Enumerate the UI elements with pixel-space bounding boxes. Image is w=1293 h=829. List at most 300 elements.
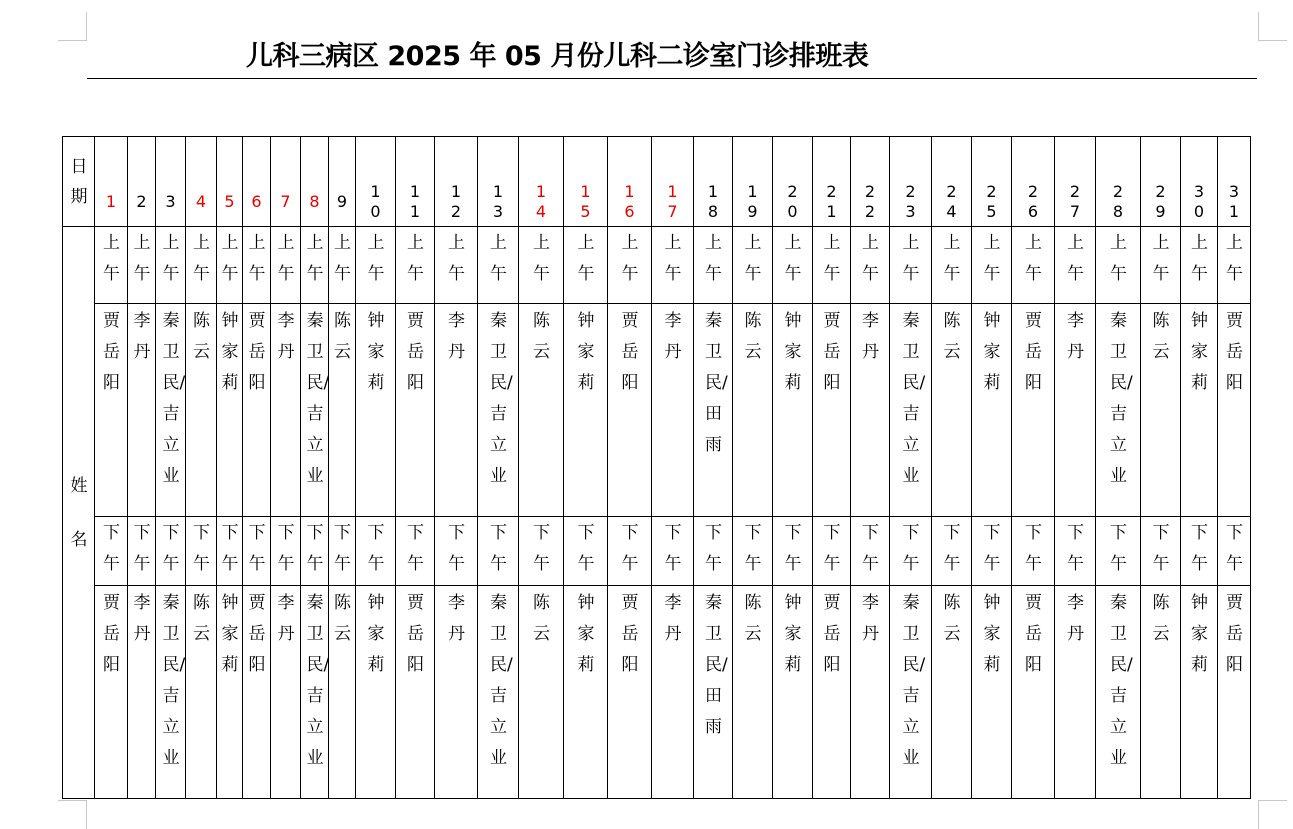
pm-label-20: 下午 (784, 523, 802, 574)
date-18: 18 (707, 181, 719, 221)
pm-doctor-28-cell (1096, 586, 1141, 799)
pm-doctor-12: 李丹 (448, 593, 465, 644)
pm-label-23: 下午 (902, 523, 920, 574)
pm-label-1: 下午 (103, 523, 120, 574)
date-5-cell (217, 137, 243, 227)
am-label-11: 上午 (407, 233, 424, 284)
name-label-cell (63, 227, 95, 799)
am-label-9-cell (329, 227, 356, 304)
pm-label-5-cell (217, 517, 243, 586)
pm-doctor-25-cell (972, 586, 1012, 799)
pm-doctor-30: 钟家莉 (1191, 593, 1208, 675)
pm-doctor-31-cell (1218, 586, 1251, 799)
pm-doctor-9-cell (329, 586, 356, 799)
date-5: 5 (224, 191, 235, 211)
am-doctor-1-cell (95, 304, 128, 517)
am-doctor-16: 贾岳阳 (621, 311, 639, 393)
date-18-cell (694, 137, 733, 227)
date-7-cell (271, 137, 301, 227)
crop-mark-bottom-right (1258, 800, 1287, 829)
am-label-11-cell (396, 227, 435, 304)
am-doctor-30-cell (1181, 304, 1218, 517)
pm-label-26-cell (1012, 517, 1055, 586)
am-label-15-cell (564, 227, 608, 304)
am-doctor-11-cell (396, 304, 435, 517)
pm-doctor-23-cell (890, 586, 932, 799)
pm-label-4-cell (186, 517, 217, 586)
pm-doctor-14: 陈云 (533, 593, 550, 644)
am-label-23: 上午 (902, 233, 920, 284)
pm-label-24-cell (932, 517, 972, 586)
am-doctor-26-cell (1012, 304, 1055, 517)
pm-doctor-29: 陈云 (1152, 593, 1170, 644)
am-doctor-17: 李丹 (664, 311, 682, 362)
am-label-14: 上午 (533, 233, 550, 284)
am-doctor-6-cell (243, 304, 271, 517)
date-25: 25 (986, 181, 997, 221)
pm-label-7: 下午 (277, 523, 295, 574)
pm-doctor-24-cell (932, 586, 972, 799)
pm-label-13: 下午 (490, 523, 507, 574)
pm-label-10: 下午 (367, 523, 385, 574)
am-doctor-14-cell (519, 304, 564, 517)
date-25-cell (972, 137, 1012, 227)
pm-doctor-10-cell (356, 586, 396, 799)
am-label-27: 上午 (1067, 233, 1084, 284)
pm-label-25: 下午 (983, 523, 1001, 574)
am-doctor-15-cell (564, 304, 608, 517)
crop-mark-top-right (1258, 12, 1287, 41)
am-label-7: 上午 (277, 233, 295, 284)
am-label-4-cell (186, 227, 217, 304)
am-label-25: 上午 (983, 233, 1001, 284)
am-label-5: 上午 (221, 233, 239, 284)
am-doctor-29-cell (1141, 304, 1181, 517)
date-28: 28 (1112, 181, 1124, 221)
date-10-cell (356, 137, 396, 227)
pm-doctor-3: 秦卫民/吉立业 (162, 593, 186, 768)
am-doctor-19-cell (733, 304, 773, 517)
date-28-cell (1096, 137, 1141, 227)
pm-label-19: 下午 (744, 523, 762, 574)
pm-label-3: 下午 (162, 523, 180, 574)
pm-doctor-4-cell (186, 586, 217, 799)
pm-doctor-1: 贾岳阳 (103, 593, 120, 675)
date-9-cell (329, 137, 356, 227)
am-label-28: 上午 (1110, 233, 1127, 284)
am-doctor-13-cell (478, 304, 519, 517)
pm-label-31: 下午 (1226, 523, 1243, 574)
am-doctor-18: 秦卫民/田雨 (705, 311, 728, 455)
pm-label-6: 下午 (248, 523, 266, 574)
pm-doctor-21-cell (813, 586, 851, 799)
pm-label-17: 下午 (664, 523, 682, 574)
am-doctor-19: 陈云 (744, 311, 762, 362)
am-doctor-25: 钟家莉 (983, 311, 1001, 393)
date-1: 1 (105, 191, 117, 211)
date-19: 19 (747, 181, 758, 221)
date-16-cell (608, 137, 652, 227)
pm-doctor-5: 钟家莉 (221, 593, 239, 675)
pm-doctor-22: 李丹 (862, 593, 879, 644)
pm-label-14: 下午 (533, 523, 550, 574)
pm-label-27: 下午 (1067, 523, 1084, 574)
date-20-cell (773, 137, 813, 227)
pm-doctor-20: 钟家莉 (784, 593, 802, 675)
date-8: 8 (309, 191, 320, 211)
pm-doctor-2: 李丹 (133, 593, 151, 644)
am-label-17: 上午 (664, 233, 682, 284)
pm-label-15: 下午 (577, 523, 595, 574)
am-doctor-2: 李丹 (133, 311, 151, 362)
am-label-15: 上午 (577, 233, 595, 284)
am-doctor-5: 钟家莉 (221, 311, 239, 393)
document-title: 儿科三病区 2025 年 05 月份儿科二诊室门诊排班表 (246, 41, 869, 72)
am-label-14-cell (519, 227, 564, 304)
pm-doctor-29-cell (1141, 586, 1181, 799)
am-doctor-28-cell (1096, 304, 1141, 517)
pm-doctor-12-cell (435, 586, 478, 799)
am-doctor-12: 李丹 (448, 311, 465, 362)
date-13: 13 (492, 181, 504, 221)
date-26: 26 (1027, 181, 1039, 221)
pm-doctor-22-cell (851, 586, 890, 799)
am-label-26-cell (1012, 227, 1055, 304)
am-label-18-cell (694, 227, 733, 304)
am-label-19-cell (733, 227, 773, 304)
date-row (63, 137, 1251, 227)
pm-label-18: 下午 (705, 523, 722, 574)
date-30: 30 (1193, 181, 1205, 221)
pm-label-11: 下午 (407, 523, 424, 574)
am-doctor-31: 贾岳阳 (1226, 311, 1243, 393)
date-3: 3 (165, 191, 176, 211)
pm-label-8: 下午 (306, 523, 324, 574)
am-doctor-3-cell (156, 304, 186, 517)
pm-doctor-24: 陈云 (943, 593, 961, 644)
date-29-cell (1141, 137, 1181, 227)
pm-period-row (63, 517, 1251, 586)
pm-label-27-cell (1055, 517, 1096, 586)
pm-doctor-16-cell (608, 586, 652, 799)
am-label-30: 上午 (1191, 233, 1208, 284)
am-label-1: 上午 (103, 233, 120, 284)
pm-label-2: 下午 (133, 523, 151, 574)
pm-doctor-26: 贾岳阳 (1025, 593, 1042, 675)
am-doctor-12-cell (435, 304, 478, 517)
pm-doctor-6: 贾岳阳 (248, 593, 266, 675)
date-13-cell (478, 137, 519, 227)
pm-doctor-15: 钟家莉 (577, 593, 595, 675)
pm-label-18-cell (694, 517, 733, 586)
date-22: 22 (864, 181, 876, 221)
am-doctor-16-cell (608, 304, 652, 517)
date-16: 16 (624, 181, 635, 221)
pm-doctor-28: 秦卫民/吉立业 (1110, 593, 1133, 768)
am-label-20: 上午 (784, 233, 802, 284)
am-doctor-4-cell (186, 304, 217, 517)
pm-label-7-cell (271, 517, 301, 586)
am-doctor-15: 钟家莉 (577, 311, 595, 393)
date-3-cell (156, 137, 186, 227)
am-doctor-2-cell (128, 304, 156, 517)
pm-doctor-9: 陈云 (334, 593, 351, 644)
date-2: 2 (136, 191, 147, 211)
date-label: 日期 (70, 156, 88, 207)
am-doctor-30: 钟家莉 (1191, 311, 1208, 393)
date-14-cell (519, 137, 564, 227)
pm-doctor-19: 陈云 (744, 593, 762, 644)
date-4-cell (186, 137, 217, 227)
am-doctor-9-cell (329, 304, 356, 517)
schedule-table (62, 136, 1251, 799)
pm-label-28: 下午 (1110, 523, 1127, 574)
am-label-30-cell (1181, 227, 1218, 304)
am-label-12-cell (435, 227, 478, 304)
date-26-cell (1012, 137, 1055, 227)
am-label-29: 上午 (1152, 233, 1170, 284)
pm-label-19-cell (733, 517, 773, 586)
pm-doctor-18: 秦卫民/田雨 (705, 593, 728, 737)
am-doctor-26: 贾岳阳 (1025, 311, 1042, 393)
am-label-8: 上午 (306, 233, 324, 284)
pm-doctor-8: 秦卫民/吉立业 (306, 593, 330, 768)
pm-doctor-13: 秦卫民/吉立业 (490, 593, 513, 768)
am-doctor-7: 李丹 (277, 311, 295, 362)
title-underline (87, 78, 1257, 79)
am-doctor-8-cell (301, 304, 329, 517)
am-label-7-cell (271, 227, 301, 304)
date-30-cell (1181, 137, 1218, 227)
date-12: 12 (450, 181, 462, 221)
am-label-31: 上午 (1226, 233, 1243, 284)
am-label-10: 上午 (367, 233, 385, 284)
am-label-22-cell (851, 227, 890, 304)
am-doctor-20: 钟家莉 (784, 311, 802, 393)
pm-label-28-cell (1096, 517, 1141, 586)
am-doctor-21-cell (813, 304, 851, 517)
am-doctor-5-cell (217, 304, 243, 517)
am-doctor-10-cell (356, 304, 396, 517)
pm-label-30-cell (1181, 517, 1218, 586)
date-label-cell (63, 137, 95, 227)
am-label-25-cell (972, 227, 1012, 304)
date-1-cell (95, 137, 128, 227)
am-label-3-cell (156, 227, 186, 304)
pm-label-23-cell (890, 517, 932, 586)
am-doctor-14: 陈云 (533, 311, 550, 362)
pm-label-15-cell (564, 517, 608, 586)
date-27-cell (1055, 137, 1096, 227)
pm-label-24: 下午 (943, 523, 961, 574)
date-19-cell (733, 137, 773, 227)
am-doctor-20-cell (773, 304, 813, 517)
am-label-26: 上午 (1025, 233, 1042, 284)
crop-mark-bottom-left (58, 800, 87, 829)
pm-names-row (63, 586, 1251, 799)
pm-doctor-3-cell (156, 586, 186, 799)
am-doctor-25-cell (972, 304, 1012, 517)
pm-doctor-6-cell (243, 586, 271, 799)
date-17-cell (652, 137, 694, 227)
pm-doctor-31: 贾岳阳 (1226, 593, 1243, 675)
date-15-cell (564, 137, 608, 227)
am-doctor-17-cell (652, 304, 694, 517)
pm-doctor-19-cell (733, 586, 773, 799)
pm-label-1-cell (95, 517, 128, 586)
am-doctor-22-cell (851, 304, 890, 517)
pm-doctor-25: 钟家莉 (983, 593, 1001, 675)
date-24-cell (932, 137, 972, 227)
pm-label-21: 下午 (823, 523, 841, 574)
pm-label-10-cell (356, 517, 396, 586)
date-2-cell (128, 137, 156, 227)
am-label-6-cell (243, 227, 271, 304)
pm-doctor-17: 李丹 (664, 593, 682, 644)
pm-label-2-cell (128, 517, 156, 586)
pm-doctor-11: 贾岳阳 (407, 593, 424, 675)
am-doctor-3: 秦卫民/吉立业 (162, 311, 186, 486)
am-label-27-cell (1055, 227, 1096, 304)
am-doctor-1: 贾岳阳 (103, 311, 120, 393)
am-doctor-27-cell (1055, 304, 1096, 517)
am-label-2: 上午 (133, 233, 151, 284)
date-31-cell (1218, 137, 1251, 227)
pm-label-13-cell (478, 517, 519, 586)
am-label-13-cell (478, 227, 519, 304)
name-label: 姓名 (70, 475, 88, 550)
date-23: 23 (905, 181, 916, 221)
pm-doctor-15-cell (564, 586, 608, 799)
date-31: 31 (1228, 181, 1240, 221)
am-label-8-cell (301, 227, 329, 304)
am-doctor-23: 秦卫民/吉立业 (902, 311, 926, 486)
pm-doctor-27-cell (1055, 586, 1096, 799)
am-label-24: 上午 (943, 233, 961, 284)
date-24: 24 (946, 181, 957, 221)
am-label-6: 上午 (248, 233, 266, 284)
am-doctor-8: 秦卫民/吉立业 (306, 311, 330, 486)
date-23-cell (890, 137, 932, 227)
date-15: 15 (580, 181, 591, 221)
am-label-3: 上午 (162, 233, 180, 284)
date-21: 21 (826, 181, 837, 221)
date-22-cell (851, 137, 890, 227)
pm-label-26: 下午 (1025, 523, 1042, 574)
am-doctor-22: 李丹 (862, 311, 879, 362)
am-doctor-13: 秦卫民/吉立业 (490, 311, 513, 486)
am-doctor-23-cell (890, 304, 932, 517)
pm-label-9: 下午 (334, 523, 351, 574)
date-6-cell (243, 137, 271, 227)
am-label-23-cell (890, 227, 932, 304)
am-doctor-24: 陈云 (943, 311, 961, 362)
pm-doctor-26-cell (1012, 586, 1055, 799)
pm-doctor-16: 贾岳阳 (621, 593, 639, 675)
pm-label-5: 下午 (221, 523, 239, 574)
am-doctor-9: 陈云 (334, 311, 351, 362)
am-label-16: 上午 (621, 233, 639, 284)
pm-label-3-cell (156, 517, 186, 586)
am-label-31-cell (1218, 227, 1251, 304)
pm-label-29-cell (1141, 517, 1181, 586)
am-doctor-7-cell (271, 304, 301, 517)
date-17: 17 (667, 181, 678, 221)
am-doctor-21: 贾岳阳 (823, 311, 841, 393)
am-label-9: 上午 (334, 233, 351, 284)
date-6: 6 (251, 191, 262, 211)
pm-label-25-cell (972, 517, 1012, 586)
pm-label-29: 下午 (1152, 523, 1170, 574)
am-label-16-cell (608, 227, 652, 304)
pm-doctor-30-cell (1181, 586, 1218, 799)
pm-label-17-cell (652, 517, 694, 586)
pm-doctor-8-cell (301, 586, 329, 799)
pm-doctor-13-cell (478, 586, 519, 799)
am-label-13: 上午 (490, 233, 507, 284)
pm-label-8-cell (301, 517, 329, 586)
pm-doctor-21: 贾岳阳 (823, 593, 841, 675)
pm-doctor-14-cell (519, 586, 564, 799)
am-label-24-cell (932, 227, 972, 304)
date-27: 27 (1069, 181, 1081, 221)
date-11: 11 (409, 181, 421, 221)
am-label-19: 上午 (744, 233, 762, 284)
pm-label-11-cell (396, 517, 435, 586)
am-label-10-cell (356, 227, 396, 304)
am-label-17-cell (652, 227, 694, 304)
pm-label-20-cell (773, 517, 813, 586)
pm-doctor-18-cell (694, 586, 733, 799)
am-doctor-18-cell (694, 304, 733, 517)
pm-label-14-cell (519, 517, 564, 586)
am-doctor-11: 贾岳阳 (407, 311, 424, 393)
am-doctor-27: 李丹 (1067, 311, 1084, 362)
pm-label-12-cell (435, 517, 478, 586)
date-11-cell (396, 137, 435, 227)
am-label-5-cell (217, 227, 243, 304)
am-label-29-cell (1141, 227, 1181, 304)
pm-doctor-23: 秦卫民/吉立业 (902, 593, 926, 768)
pm-label-21-cell (813, 517, 851, 586)
pm-label-31-cell (1218, 517, 1251, 586)
am-names-row (63, 304, 1251, 517)
date-12-cell (435, 137, 478, 227)
am-doctor-4: 陈云 (193, 311, 210, 362)
date-21-cell (813, 137, 851, 227)
pm-doctor-5-cell (217, 586, 243, 799)
date-14: 14 (535, 181, 547, 221)
date-4: 4 (195, 191, 207, 211)
pm-label-16: 下午 (621, 523, 639, 574)
date-29: 29 (1155, 181, 1166, 221)
pm-label-30: 下午 (1191, 523, 1208, 574)
am-doctor-6: 贾岳阳 (248, 311, 266, 393)
pm-doctor-7: 李丹 (277, 593, 295, 644)
pm-doctor-2-cell (128, 586, 156, 799)
pm-label-22: 下午 (862, 523, 879, 574)
pm-label-16-cell (608, 517, 652, 586)
am-label-22: 上午 (862, 233, 879, 284)
am-label-18: 上午 (705, 233, 722, 284)
pm-label-22-cell (851, 517, 890, 586)
date-20: 20 (787, 181, 798, 221)
pm-doctor-11-cell (396, 586, 435, 799)
pm-label-9-cell (329, 517, 356, 586)
date-8-cell (301, 137, 329, 227)
pm-doctor-1-cell (95, 586, 128, 799)
am-doctor-29: 陈云 (1152, 311, 1170, 362)
